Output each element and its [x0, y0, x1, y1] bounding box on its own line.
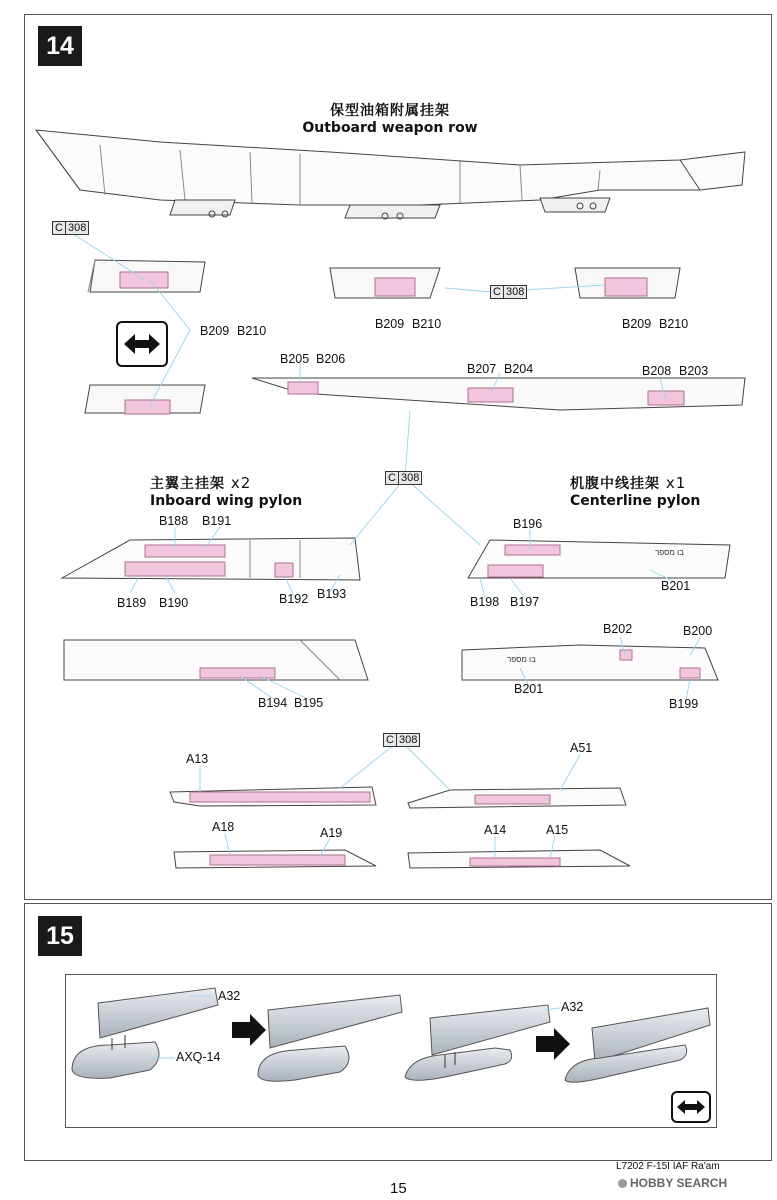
sheet-ref-2: C 308: [490, 285, 527, 299]
brand-logo-icon: [618, 1179, 627, 1188]
label-b195: B195: [294, 696, 324, 710]
label-b203: B203: [679, 364, 709, 378]
double-arrow-icon: [673, 1093, 709, 1121]
label-b196: B196: [513, 517, 543, 531]
step15-pylon-2: [268, 995, 402, 1048]
label-b209-left: B209: [200, 324, 230, 338]
step15-pod-2: [258, 1046, 349, 1081]
centerline-heading-zh: 机腹中线挂架 x1: [570, 474, 687, 492]
step14-badge: 14: [38, 26, 82, 66]
label-axq14: AXQ-14: [176, 1050, 221, 1064]
label-a14: A14: [484, 823, 507, 837]
label-b209-mid: B209: [375, 317, 405, 331]
outboard-heading-zh: 保型油箱附属挂架: [330, 103, 450, 119]
label-a32-right: A32: [561, 1000, 584, 1014]
label-b202: B202: [603, 622, 633, 636]
sheet-ref-4: C 308: [383, 733, 420, 747]
label-b209-right: B209: [622, 317, 652, 331]
footer-brand: HOBBY SEARCH: [618, 1176, 727, 1190]
label-b210-mid: B210: [412, 317, 442, 331]
label-b207: B207: [467, 362, 497, 376]
label-b198: B198: [470, 595, 500, 609]
label-b204: B204: [504, 362, 534, 376]
conformal-tank-drawing: [36, 130, 745, 205]
flip-arrows-step14: [116, 321, 168, 367]
label-a51: A51: [570, 741, 593, 755]
sheet-ref-1: C 308: [52, 221, 89, 235]
step15-badge: 15: [38, 916, 82, 956]
label-a15: A15: [546, 823, 569, 837]
label-b210-left: B210: [237, 324, 267, 338]
step15-pylon-1: [98, 988, 218, 1038]
label-b201-top: B201: [661, 579, 691, 593]
inboard-heading-en: Inboard wing pylon: [150, 493, 303, 509]
label-b192: B192: [279, 592, 309, 606]
label-b206: B206: [316, 352, 346, 366]
flip-arrows-step15: [671, 1091, 711, 1123]
label-b201-bottom: B201: [514, 682, 544, 696]
label-b193: B193: [317, 587, 347, 601]
inboard-heading-zh: 主翼主挂架 x2: [150, 474, 252, 492]
label-a19: A19: [320, 826, 343, 840]
step15-pod-1: [72, 1042, 159, 1078]
label-b205: B205: [280, 352, 310, 366]
label-b188: B188: [159, 514, 189, 528]
sheet-ref-3: C 308: [385, 471, 422, 485]
footer-model-name: L7202 F-15I IAF Ra'am: [616, 1161, 720, 1172]
pylon-stencil-1: בו מספר: [655, 548, 684, 557]
label-b208: B208: [642, 364, 672, 378]
label-b199: B199: [669, 697, 699, 711]
centerline-heading-en: Centerline pylon: [570, 493, 701, 509]
label-b191: B191: [202, 514, 232, 528]
step15-arrow-2: [536, 1028, 570, 1060]
label-b210-right: B210: [659, 317, 689, 331]
label-b194: B194: [258, 696, 288, 710]
outboard-heading-en: Outboard weapon row: [302, 120, 478, 136]
label-a32-left: A32: [218, 989, 241, 1003]
step15-arrow-1: [232, 1014, 266, 1046]
step15-bomb-3: [405, 1048, 512, 1080]
pylon-stencil-2: בו מספר: [507, 655, 536, 664]
step15-pylon-3: [430, 1005, 550, 1055]
label-b197: B197: [510, 595, 540, 609]
page-number: 15: [390, 1180, 407, 1197]
label-a13: A13: [186, 752, 209, 766]
label-b189: B189: [117, 596, 147, 610]
label-a18: A18: [212, 820, 235, 834]
label-b190: B190: [159, 596, 189, 610]
label-b200: B200: [683, 624, 713, 638]
double-arrow-icon: [118, 323, 166, 365]
